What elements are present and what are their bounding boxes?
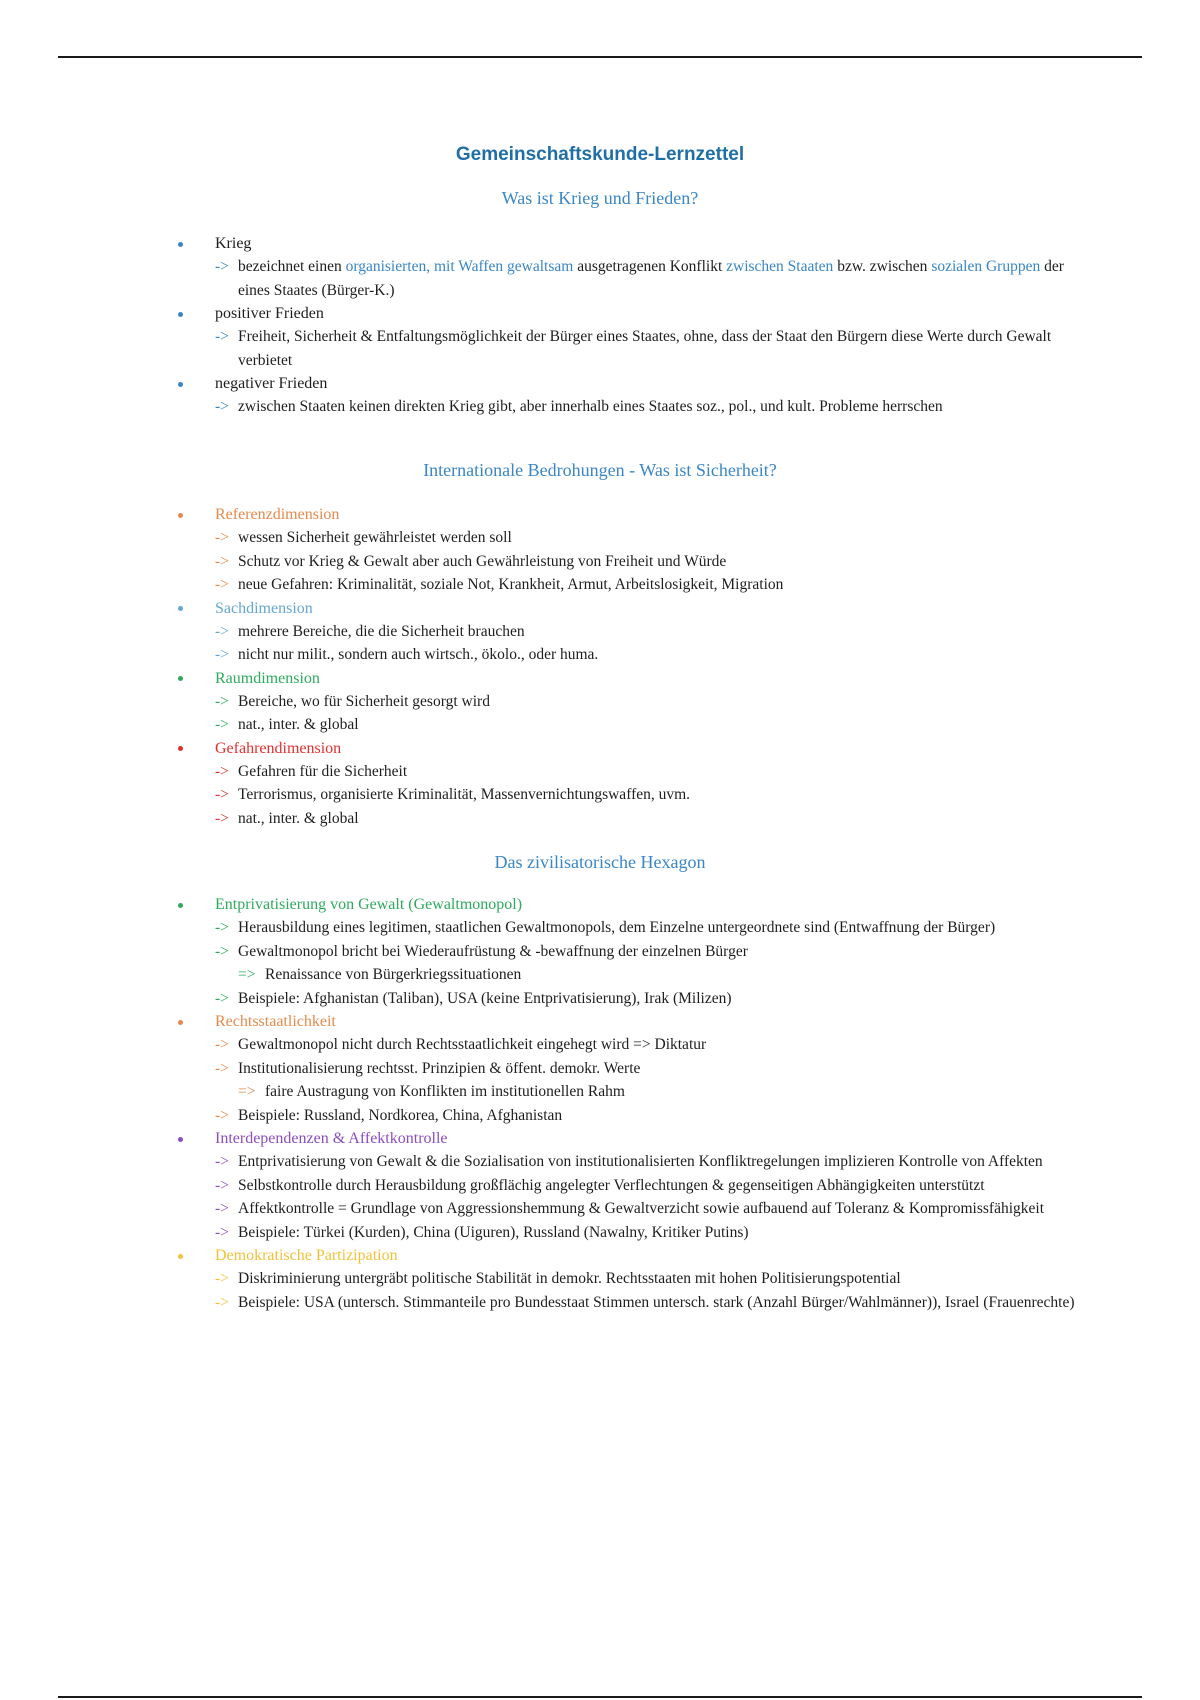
item-label: negativer Frieden: [215, 375, 328, 392]
arrow-glyph: ->: [215, 1153, 229, 1170]
list-item-gefahrendimension: [178, 737, 1078, 831]
arrow-glyph: ->: [215, 552, 229, 570]
line-text: Gefahren für die Sicherheit: [238, 762, 408, 780]
section-heading-sicherheit: Internationale Bedrohungen - Was ist Sicherheit?: [423, 460, 777, 480]
line-text: Affektkontrolle = Grundlage von Aggressionshemmung & Gewaltverzicht sowie aufbauend auf Toleranz & Kompromissfähigkeit: [238, 1200, 1044, 1217]
text-segment: bezeichnet einen: [238, 258, 346, 275]
double-arrow-glyph: =>: [238, 966, 256, 983]
arrow-glyph: ->: [215, 398, 229, 415]
text-segment: ausgetragenen Konflikt: [573, 258, 727, 275]
arrow-glyph: ->: [215, 646, 229, 663]
line-text: Institutionalisierung rechtsst. Prinzipien & öffent. demokr. Werte: [238, 1059, 641, 1077]
line-text: Beispiele: Russland, Nordkorea, China, Afghanistan: [238, 1106, 563, 1124]
list-item-entprivatisierung: [178, 893, 1078, 1010]
line-text: nat., inter. & global: [238, 809, 359, 827]
bullet: [178, 667, 186, 691]
list-item-krieg: [178, 232, 1078, 302]
line-text: Beispiele: Afghanistan (Taliban), USA (keine Entprivatisierung), Irak (Milizen): [238, 989, 732, 1007]
line-text: Terrorismus, organisierte Kriminalität, Massenvernichtungswaffen, uvm.: [238, 786, 691, 803]
highlight-text: sozialen Gruppen: [931, 258, 1041, 275]
item-label: Raumdimension: [215, 669, 320, 687]
text-segment: bzw. zwischen: [833, 258, 932, 275]
line-text: wessen Sicherheit gewährleistet werden soll: [238, 529, 512, 546]
item-line: [215, 807, 1078, 831]
line-text: zwischen Staaten keinen direkten Krieg gibt, aber innerhalb eines Staates soz., pol., und kult. Probleme herrschen: [238, 398, 943, 415]
item-label: Interdependenzen & Affektkontrolle: [215, 1130, 448, 1147]
arrow-glyph: ->: [215, 1270, 229, 1287]
item-line: [215, 1197, 1078, 1221]
item-subline: [238, 963, 1078, 987]
item-label: Demokratische Partizipation: [215, 1247, 398, 1264]
arrow-glyph: ->: [215, 1200, 229, 1217]
item-line: [215, 690, 1078, 714]
item-label: Referenzdimension: [215, 506, 340, 523]
item-label: Gefahrendimension: [215, 739, 342, 757]
arrow-glyph: ->: [215, 809, 229, 827]
bullet: [178, 1127, 186, 1151]
arrow-glyph: ->: [215, 1059, 229, 1077]
item-line: [215, 1291, 1078, 1315]
item-line: [215, 783, 1078, 807]
text-segment: der eines Staates (Bürger-K.): [238, 258, 1064, 299]
arrow-glyph: ->: [215, 786, 229, 803]
section-heading-hexagon: Das zivilisatorische Hexagon: [494, 852, 706, 872]
item-line: [215, 916, 1078, 940]
item-line: [215, 987, 1078, 1011]
line-text: mehrere Bereiche, die die Sicherheit brauchen: [238, 622, 525, 640]
arrow-glyph: ->: [215, 1223, 229, 1241]
line-text: Bereiche, wo für Sicherheit gesorgt wird: [238, 692, 490, 710]
item-label: positiver Frieden: [215, 305, 324, 322]
bullet: [178, 232, 186, 256]
section-krieg-frieden: [178, 232, 1078, 419]
line-text: nicht nur milit., sondern auch wirtsch., ökolo., oder huma.: [238, 646, 599, 663]
list-item-interdependenzen: [178, 1127, 1078, 1244]
arrow-glyph: ->: [215, 989, 229, 1007]
arrow-glyph: ->: [215, 1106, 229, 1124]
section-hexagon: [178, 893, 1078, 1314]
line-text: Schutz vor Krieg & Gewalt aber auch Gewährleistung von Freiheit und Würde: [238, 552, 727, 570]
item-line: [215, 1057, 1078, 1081]
line-text: Beispiele: USA (untersch. Stimmanteile pro Bundesstaat Stimmen untersch. stark (Anzahl Bürger/Wahlmänner)), Israel (Frauenrechte): [238, 1293, 1075, 1311]
item-label: Krieg: [215, 235, 252, 252]
arrow-glyph: ->: [215, 1176, 229, 1194]
list-item-partizipation: [178, 1244, 1078, 1314]
list-item-negativer-frieden: [178, 372, 1078, 419]
item-line: [215, 1267, 1078, 1291]
arrow-glyph: ->: [215, 716, 229, 733]
item-line: [215, 526, 1078, 550]
bullet: [178, 372, 186, 396]
item-label: Entprivatisierung von Gewalt (Gewaltmonopol): [215, 896, 523, 913]
line-text: Entprivatisierung von Gewalt & die Sozialisation von institutionalisierten Konfliktregelungen implizieren Kontrolle von Affekten: [238, 1153, 1043, 1170]
bullet: [178, 302, 186, 326]
item-line: [215, 1104, 1078, 1128]
item-label: Rechtsstaatlichkeit: [215, 1013, 336, 1030]
section-sicherheit: [178, 503, 1078, 830]
item-line: [215, 573, 1078, 597]
item-subline: [238, 1080, 1078, 1104]
bullet: [178, 503, 186, 527]
list-item-raumdimension: [178, 667, 1078, 737]
line-text: Gewaltmonopol bricht bei Wiederaufrüstung & -bewaffnung der einzelnen Bürger: [238, 942, 748, 960]
list-item-referenzdimension: [178, 503, 1078, 597]
arrow-glyph: ->: [215, 1036, 229, 1053]
arrow-glyph: ->: [215, 1293, 229, 1311]
item-line: [215, 940, 1078, 964]
item-line: [215, 1221, 1078, 1245]
line-text: nat., inter. & global: [238, 716, 359, 733]
item-label: Sachdimension: [215, 599, 313, 617]
list-item-positiver-frieden: [178, 302, 1078, 372]
bullet: [178, 1010, 186, 1034]
arrow-glyph: ->: [215, 762, 229, 780]
document-title: Gemeinschaftskunde-Lernzettel: [455, 144, 745, 165]
item-line: [215, 760, 1078, 784]
arrow-glyph: ->: [215, 692, 229, 710]
arrow-glyph: ->: [215, 328, 229, 345]
line-text: Gewaltmonopol nicht durch Rechtsstaatlichkeit eingehegt wird => Diktatur: [238, 1036, 707, 1053]
item-line: [215, 255, 1078, 302]
bullet: [178, 1244, 186, 1268]
arrow-glyph: ->: [215, 529, 229, 546]
list-item-rechtsstaatlichkeit: [178, 1010, 1078, 1127]
line-text: neue Gefahren: Kriminalität, soziale Not, Krankheit, Armut, Arbeitslosigkeit, Migration: [238, 576, 784, 593]
item-line: [215, 620, 1078, 644]
item-line: [215, 713, 1078, 737]
line-text: Herausbildung eines legitimen, staatlichen Gewaltmonopols, dem Einzelne untergeordnete sind (Entwaffnung der Bürger): [238, 919, 996, 936]
highlight-text: zwischen Staaten: [726, 258, 834, 275]
line-text: Renaissance von Bürgerkriegssituationen: [265, 966, 522, 983]
arrow-glyph: ->: [215, 622, 229, 640]
arrow-glyph: ->: [215, 258, 229, 275]
bullet: [178, 597, 186, 621]
arrow-glyph: ->: [215, 576, 229, 593]
item-line: [215, 395, 1078, 419]
bottom-rule: [58, 1696, 1142, 1698]
item-line: [215, 550, 1078, 574]
bullet: [178, 893, 186, 917]
arrow-glyph: ->: [215, 942, 229, 960]
line-text: faire Austragung von Konflikten im institutionellen Rahm: [265, 1083, 625, 1100]
top-rule: [58, 56, 1142, 58]
arrow-glyph: ->: [215, 919, 229, 936]
item-line: [215, 1033, 1078, 1057]
line-text: Freiheit, Sicherheit & Entfaltungsmöglichkeit der Bürger eines Staates, ohne, dass der Staat den Bürgern diese Werte durch Gewalt verbietet: [238, 328, 1052, 369]
list-item-sachdimension: [178, 597, 1078, 667]
item-line: [215, 643, 1078, 667]
item-line: [215, 325, 1078, 372]
item-line: [215, 1174, 1078, 1198]
line-text: Beispiele: Türkei (Kurden), China (Uiguren), Russland (Nawalny, Kritiker Putins): [238, 1223, 749, 1241]
item-line: [215, 1150, 1078, 1174]
highlight-text: organisierten, mit Waffen gewaltsam: [345, 258, 574, 275]
line-text: Selbstkontrolle durch Herausbildung großflächig angelegter Verflechtungen & gegenseitigen Abhängigkeiten unterstützt: [238, 1176, 985, 1194]
line-text: Diskriminierung untergräbt politische Stabilität in demokr. Rechtsstaaten mit hohen Politisierungspotential: [238, 1270, 901, 1287]
bullet: [178, 737, 186, 761]
double-arrow-glyph: =>: [238, 1083, 256, 1100]
section-heading-krieg-frieden: Was ist Krieg und Frieden?: [501, 188, 699, 208]
